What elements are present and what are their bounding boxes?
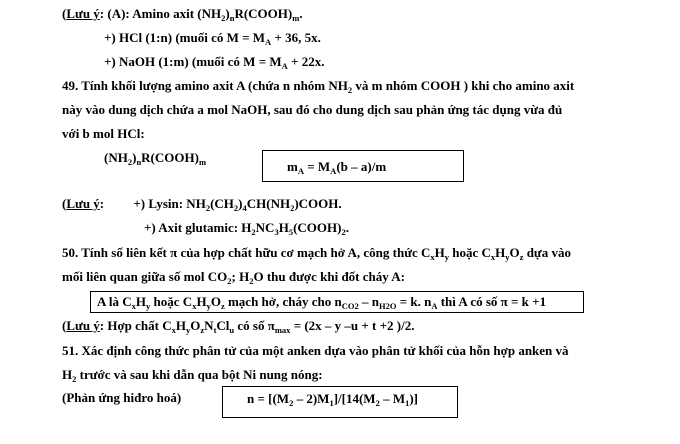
note1-text: : (A): Amino axit $(NH_2)_nR(COOH)_m$.	[99, 6, 303, 23]
item50-box: A là $C_xH_y$ hoặc $C_xH_yO_z$ mạch hở, cháy cho $n_{CO2} - n_{H2O} = k$. $n_A$ thì A có số π = k +1	[90, 291, 584, 313]
item49-line3: với b mol HCl:	[62, 126, 145, 141]
note1-line: (Lưu ý: (A): Amino axit $(NH_2)_nR(COOH)_m$.	[62, 6, 303, 23]
item49-formula-box: $m_A = M_A(b - a)/m$	[262, 150, 464, 182]
note1-hcl: +) HCl (1:n) (muối có $M = M_A + 36$, 5x.	[104, 30, 321, 47]
note2-lysin: (Lưu ý: +) Lysin: $NH_2(CH_2)_4CH(NH_2)COOH$.	[62, 196, 342, 213]
item51-line2: $H_2$ trước và sau khi dẫn qua bột Ni nung nóng:	[62, 367, 323, 384]
item51-reaction: (Phản ứng hiđro hoá)	[62, 390, 182, 405]
item49-formula: $(NH_2)_nR(COOH)_m$	[104, 150, 207, 167]
item49-line2: này vào dung dịch chứa a mol NaOH, sau đó cho dung dịch sau phản ứng tác dụng vừa đủ	[62, 102, 563, 117]
item51-line1: 51. Xác định công thức phân tử của một anken dựa vào phân tử khối của hỗn hợp anken và	[62, 343, 569, 358]
note1-naoh: +) NaOH (1:m) (muối có $M = M_A + 22x$.	[104, 54, 325, 71]
item51-box: $n = [(M_2 - 2)M_1]/[14(M_2 - M_1)]$	[222, 386, 458, 418]
item49-line1: 49. Tính khối lượng amino axit A (chứa n nhóm $NH_2$ và m nhóm COOH ) khi cho amino axit	[62, 78, 575, 95]
item50-line1: 50. Tính số liên kết π của hợp chất hữu cơ mạch hở A, công thức $C_xH_y$ hoặc $C_xH_yO_z$ dựa vào	[62, 245, 571, 262]
note1-label: Lưu ý	[66, 6, 100, 21]
item50-line2: mối liên quan giữa số mol $CO_2$; $H_2O$ thu được khi đốt cháy A:	[62, 269, 406, 286]
note2-glu: +) Axit glutamic: $H_2NC_3H_5(COOH)_2$.	[144, 220, 349, 237]
item50-note: (Lưu ý: Hợp chất $C_xH_yO_zN_tCl_u$ có số $\pi_{max} = (2x - y$ –u + t +2 )/2.	[62, 318, 415, 335]
